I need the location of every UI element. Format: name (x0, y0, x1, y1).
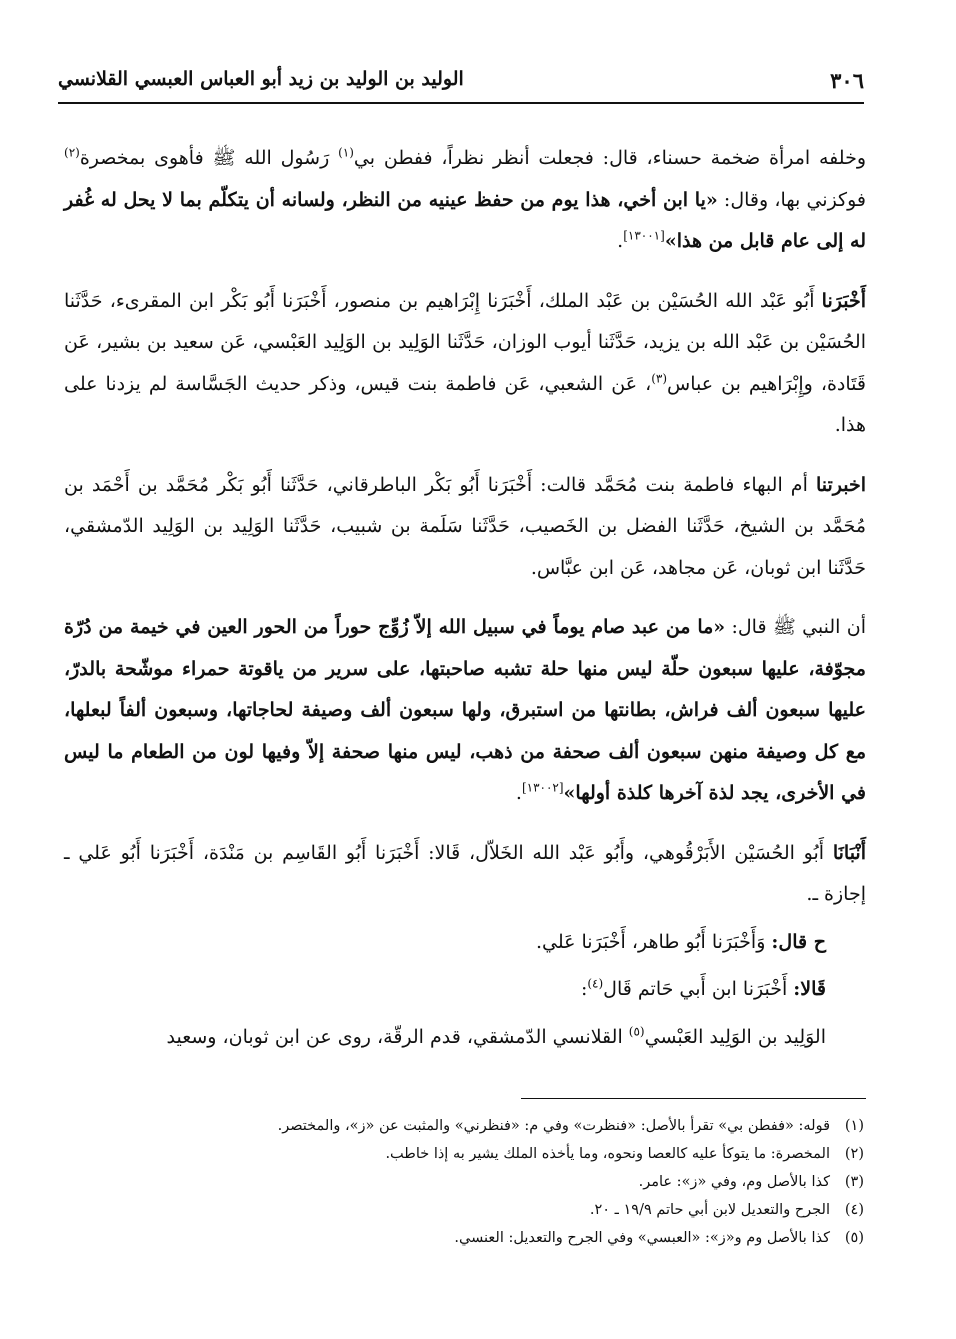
footnote-ref: (١) (338, 145, 354, 160)
footnote-number: (٣) (844, 1174, 864, 1190)
footnote-ref: (٢) (64, 145, 80, 160)
text-run: . (617, 230, 624, 252)
page-number: ٣٠٦ (830, 68, 864, 93)
text-run: فوكزني بها، وقال: (717, 188, 867, 211)
paragraph-4 (64, 607, 866, 815)
page-header (58, 62, 864, 98)
paragraph-6 (64, 922, 866, 964)
text-run: رَسُول الله ﷺ فأهوى بمخصرة (79, 147, 339, 169)
footnote-text: الجرح والتعديل لابن أبي حاتم ١٩/٩ ـ ٢٠. (589, 1202, 830, 1218)
text-run: : (580, 978, 588, 1000)
footnote-number: (١) (844, 1118, 864, 1134)
isnad-lead: قَالا: (793, 978, 826, 1000)
isnad-lead: أَنْبَانَا (832, 841, 866, 864)
text-run: الوَلِيد بن الوَلِيد العَبْسي (644, 1025, 826, 1048)
footnote-ref: (٤) (587, 976, 604, 991)
footnote-text: كذا بالأصل وم و«ز»: «العبسي» وفي الجرح والتعديل: العنسي. (454, 1230, 830, 1246)
footnote-ref: (٥) (628, 1024, 645, 1039)
text-run: أَبُو الحُسَيْن الأَبَرْقُوهي، وأَبُو عَبْد الله الخَلاّل، قَالا: أَخْبَرَنا أَبُو القَاسِم بن مَنْدَة، أَخْبَرَنا أَبُو عَلي ـ إجازة ـ. (64, 841, 866, 905)
footnotes (90, 1112, 864, 1252)
text-run: أن النبي ﷺ قال: (725, 616, 866, 638)
text-run: وخلفه امرأة ضخمة حسناء، قال: فجعلت أنظر نظراً، ففطن بي (353, 147, 866, 169)
footnote-2 (90, 1140, 864, 1168)
footnote-1 (90, 1112, 864, 1140)
hadith-number: [١٣٠٠٢] (521, 780, 564, 795)
hadith-text: «يا ابن أخي، هذا يوم من حفظ عينيه من النظر، ولسانه أن يتكلّم بما لا يحل له غُفر له إلى عام قابل من هذا» (64, 188, 866, 252)
text-run: . (515, 782, 522, 804)
footnote-text: كذا بالأصل وم، وفي «ز»: عامر. (638, 1174, 830, 1190)
header-divider (58, 102, 864, 104)
paragraph-7 (64, 969, 866, 1011)
main-text (64, 138, 866, 1076)
isnad-lead: ح قال: (771, 930, 826, 953)
footnote-number: (٥) (844, 1230, 864, 1246)
text-run: ، عَن الشعبي، عَن فاطمة بنت قيس، وذكر حديث الجَسَّاسة لم يزدنا على هذا. (64, 372, 866, 436)
paragraph-2 (64, 281, 866, 447)
running-title: الوليد بن الوليد بن زيد أبو العباس العبسي القلانسي (58, 68, 464, 90)
hadith-number: [١٣٠٠١] (623, 228, 665, 243)
footnote-ref: (٣) (651, 371, 668, 386)
footnote-text: قوله: «ففطن بي» تقرأ بالأصل: «فنظرت» وفي م: «فنظرني» والمثبت عن «ز»، والمختصر. (277, 1118, 830, 1134)
text-run: أَبُو عَبْد الله الحُسَيْن بن عَبْد الملك، أَخْبَرَنا إِبْرَاهيم بن منصور، أَخْبَرَنا أَبُو بَكْر ابن المقرىء، حَدَّثَنا الحُسَيْن بن عَبْد الله بن يزيد، حَدَّثَنا أيوب الوزان، حَدَّثَنا الوَلِيد بن الوَلِيد العَبْسي، عَن سعيد بن بشير، عَن قَتَادة، وإِبْرَاهيم بن عباس (64, 289, 866, 395)
footnote-5 (90, 1224, 864, 1252)
isnad-lead: اخبرتنا (815, 473, 866, 496)
hadith-text: «ما من عبد صام يوماً في سبيل الله إلاّ زُوِّج حوراً من الحور العين في خيمة من دُرّة مجوّفة، عليها سبعون حلّة ليس منها حلة تشبه صاحبتها، على سرير من ياقوتة حمراء موشّحة بالدرّ، عليها سبعون ألف فراش، بطانتها من استبرق، ولها سبعون ألف وصيفة لحاجاتها، وسبعون ألفاً لبعلها، مع كل وصيفة منهن سبعون ألف صحفة من ذهب، ليس منها صحفة إلاّ وفيها لون من الطعام ما ليس في الأخرى، يجد لذة آخرها كلذة أولها» (64, 616, 866, 804)
paragraph-8 (64, 1017, 866, 1059)
text-run: أَخْبَرَنا ابن أَبي حَاتم قَال (603, 978, 794, 1000)
footnote-3 (90, 1168, 864, 1196)
text-run: وَأَخْبَرَنا أَبُو طاهر، أَخْبَرَنا عَلي. (535, 930, 772, 953)
paragraph-5 (64, 833, 866, 916)
paragraph-3 (64, 465, 866, 590)
text-run: القلانسي الدّمشقي، قدم الرقّة، روى عن ابن ثوبان، وسعيد (166, 1025, 629, 1048)
isnad-lead: أَخْبَرَنا (821, 289, 866, 312)
footnote-text: المخصرة: ما يتوكأ عليه كالعصا ونحوه، وما يأخذه الملك يشير به إذا خاطب. (385, 1146, 830, 1162)
footnote-number: (٤) (844, 1202, 864, 1218)
footnote-4 (90, 1196, 864, 1224)
text-run: أم البهاء فاطمة بنت مُحَمَّد قالت: أَخْبَرَنا أَبُو بَكْر الباطرقاني، حَدَّثَنا أَبُو بَكْر مُحَمَّد بن أَحْمَد بن مُحَمَّد بن الشيخ، حَدَّثَنا الفضل بن الخَصيب، حَدَّثَنا سَلَمة بن شبيب، حَدَّثَنا الوَلِيد بن الوَلِيد الدّمشقي، حَدَّثَنا ابن ثوبان، عَن مجاهد، عَن ابن عبَّاس. (64, 473, 867, 579)
paragraph-1 (64, 138, 866, 263)
footnote-divider (521, 1098, 866, 1099)
footnote-number: (٢) (844, 1146, 864, 1162)
